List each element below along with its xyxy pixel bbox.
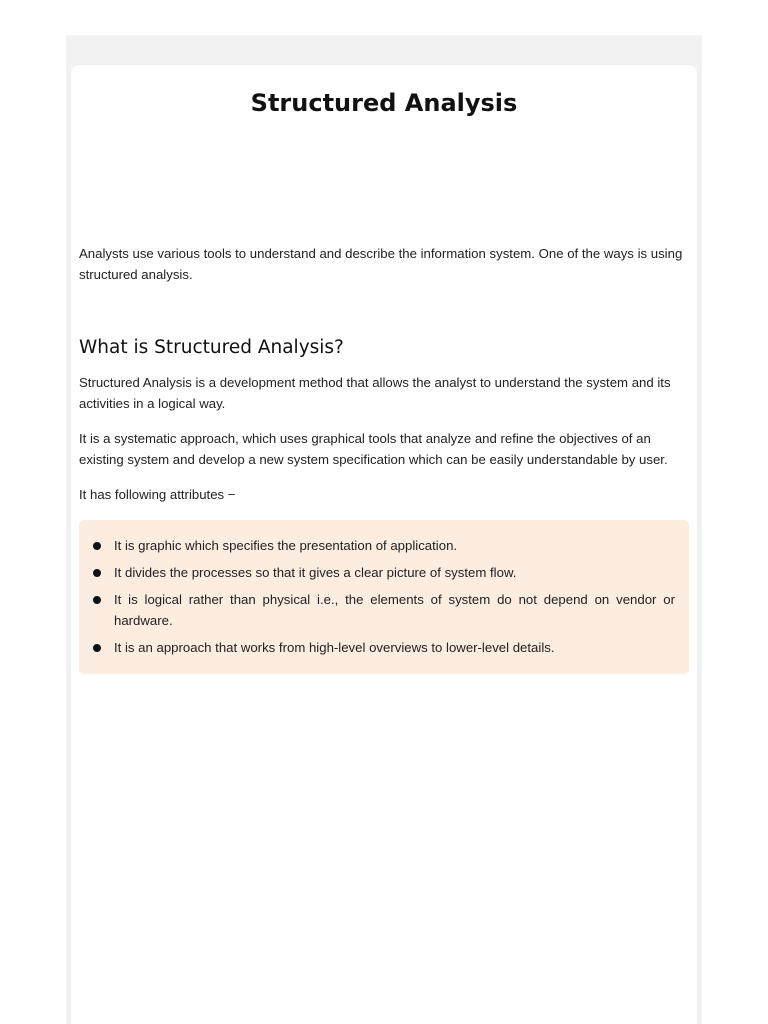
page-title: Structured Analysis xyxy=(250,89,518,117)
intro-paragraph: Analysts use various tools to understand and describe the information system. One of the ways is using structured analysis. xyxy=(79,246,683,282)
page-background xyxy=(66,35,702,1024)
intro-section xyxy=(79,243,689,285)
attributes-intro-section xyxy=(79,484,689,505)
bullet-icon xyxy=(93,596,101,604)
attribute-text: It divides the processes so that it gives a clear picture of system flow. xyxy=(114,565,517,580)
bullet-icon xyxy=(93,644,101,652)
list-item xyxy=(79,562,689,583)
list-item xyxy=(79,589,689,631)
attribute-text: It is logical rather than physical i.e., the elements of system do not depend on vendor or hardware. xyxy=(114,592,675,628)
attribute-text: It is an approach that works from high-level overviews to lower-level details. xyxy=(114,640,555,655)
section-heading-wrap xyxy=(79,335,689,361)
bullet-icon xyxy=(93,569,101,577)
bullet-icon xyxy=(93,542,101,550)
section-heading: What is Structured Analysis? xyxy=(79,337,344,358)
list-item xyxy=(79,535,689,556)
definition-section xyxy=(79,372,689,414)
attributes-list xyxy=(79,535,689,664)
attributes-box xyxy=(79,520,689,674)
attribute-text: It is graphic which specifies the presentation of application. xyxy=(114,538,458,553)
attributes-intro: It has following attributes − xyxy=(79,487,236,502)
article-card xyxy=(71,65,697,1024)
definition-paragraph: Structured Analysis is a development method that allows the analyst to understand the system and its activities in a logical way. xyxy=(79,375,671,411)
list-item xyxy=(79,637,689,658)
approach-paragraph: It is a systematic approach, which uses graphical tools that analyze and refine the objectives of an existing system and develop a new system specification which can be easily understandable by user. xyxy=(79,431,668,467)
approach-section xyxy=(79,428,689,470)
